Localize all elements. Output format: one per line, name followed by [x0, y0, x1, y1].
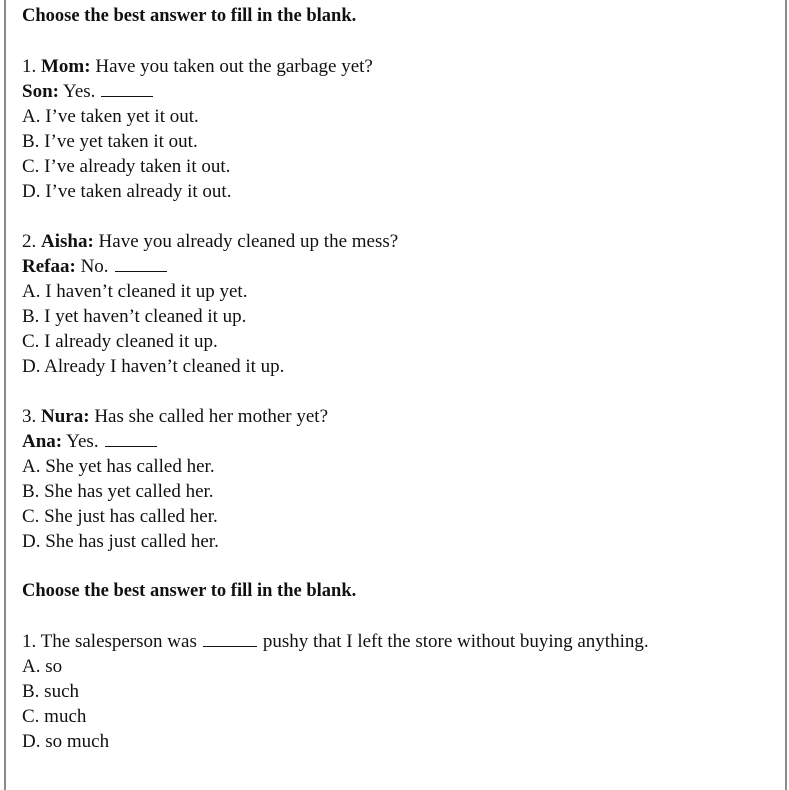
speaker-name: Nura:	[41, 406, 90, 427]
reply-line	[22, 429, 782, 454]
option-a: A. I’ve taken yet it out.	[22, 106, 199, 127]
question-2	[22, 229, 782, 379]
page-right-border	[785, 0, 787, 790]
spacer	[22, 604, 782, 629]
option-a: A. I haven’t cleaned it up yet.	[22, 281, 248, 302]
option-b: B. I yet haven’t cleaned it up.	[22, 306, 247, 327]
question-1	[22, 54, 782, 204]
option-d: D. Already I haven’t cleaned it up.	[22, 356, 285, 377]
option-b: B. She has yet called her.	[22, 481, 214, 502]
question-number: 2.	[22, 231, 37, 252]
spacer	[22, 379, 782, 404]
option-d: D. She has just called her.	[22, 531, 219, 552]
question-prompt-line	[22, 629, 782, 654]
spacer	[22, 204, 782, 229]
speaker-name: Aisha:	[41, 231, 94, 252]
speaker-name: Refaa:	[22, 256, 76, 277]
answer-blank	[101, 79, 153, 97]
question-prompt-line	[22, 54, 782, 79]
option-d: D. so much	[22, 731, 110, 752]
section-2-heading: Choose the best answer to fill in the blank.	[22, 581, 357, 601]
question-text-before: The salesperson was	[40, 631, 197, 652]
option-d: D. I’ve taken already it out.	[22, 181, 232, 202]
reply-line	[22, 79, 782, 104]
option-b: B. such	[22, 681, 79, 702]
reply-text: Yes.	[66, 431, 99, 452]
worksheet	[22, 4, 782, 754]
question-3	[22, 404, 782, 554]
question-prompt: Has she called her mother yet?	[94, 406, 329, 427]
option-a: A. She yet has called her.	[22, 456, 215, 477]
section-1-heading: Choose the best answer to fill in the blank.	[22, 6, 357, 26]
question-text-after: pushy that I left the store without buying anything.	[262, 631, 649, 652]
question-number: 3.	[22, 406, 37, 427]
section-2-question-1	[22, 629, 782, 754]
question-prompt: Have you taken out the garbage yet?	[95, 56, 373, 77]
reply-text: Yes.	[63, 81, 96, 102]
spacer	[22, 29, 782, 54]
option-c: C. She just has called her.	[22, 506, 218, 527]
answer-blank	[203, 629, 257, 647]
speaker-name: Son:	[22, 81, 59, 102]
question-prompt: Have you already cleaned up the mess?	[98, 231, 399, 252]
question-prompt-line	[22, 229, 782, 254]
speaker-name: Ana:	[22, 431, 63, 452]
option-a: A. so	[22, 656, 63, 677]
answer-blank	[105, 429, 157, 447]
question-number: 1.	[22, 631, 37, 652]
reply-text: No.	[80, 256, 109, 277]
question-number: 1.	[22, 56, 37, 77]
option-c: C. I’ve already taken it out.	[22, 156, 231, 177]
spacer	[22, 554, 782, 579]
option-c: C. much	[22, 706, 87, 727]
option-b: B. I’ve yet taken it out.	[22, 131, 198, 152]
reply-line	[22, 254, 782, 279]
page-left-border	[4, 0, 6, 790]
answer-blank	[115, 254, 167, 272]
speaker-name: Mom:	[41, 56, 91, 77]
question-prompt-line	[22, 404, 782, 429]
option-c: C. I already cleaned it up.	[22, 331, 218, 352]
